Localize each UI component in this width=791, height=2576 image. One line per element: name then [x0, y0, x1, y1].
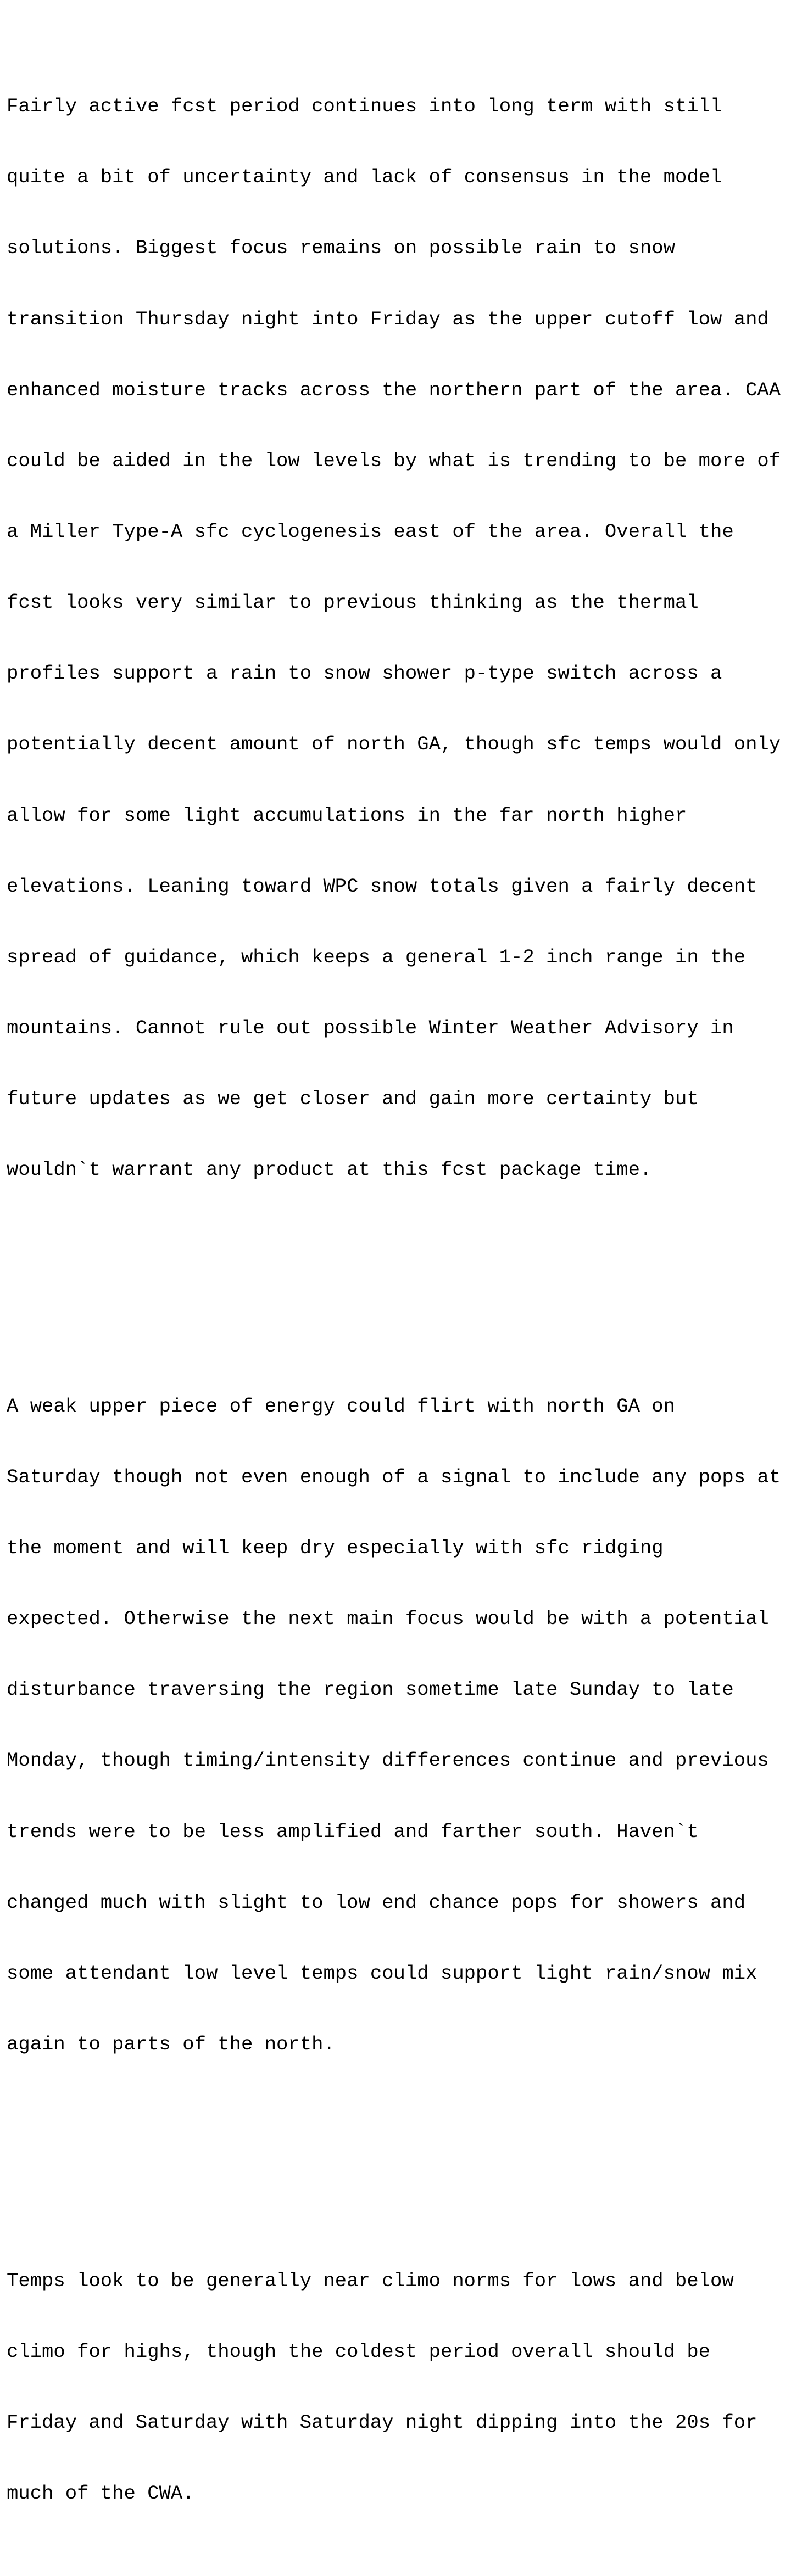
text-line: wouldn`t warrant any product at this fcst package time. — [7, 1158, 652, 1181]
text-line: future updates as we get closer and gain more certainty but — [7, 1088, 699, 1111]
paragraph-spacer — [7, 2151, 789, 2174]
text-line: elevations. Leaning toward WPC snow totals given a fairly decent — [7, 875, 757, 898]
text-line: solutions. Biggest focus remains on possible rain to snow — [7, 237, 675, 260]
paragraph-1 — [7, 47, 789, 1229]
text-line: trends were to be less amplified and farther south. Haven`t — [7, 1820, 699, 1843]
text-line: a Miller Type-A sfc cyclogenesis east of the area. Overall the — [7, 520, 734, 544]
text-line: potentially decent amount of north GA, though sfc temps would only — [7, 733, 781, 756]
text-line: some attendant low level temps could support light rain/snow mix — [7, 1962, 757, 1985]
text-line: A weak upper piece of energy could flirt with north GA on — [7, 1395, 675, 1418]
text-line: expected. Otherwise the next main focus would be with a potential — [7, 1608, 769, 1631]
paragraph-3 — [7, 2221, 789, 2552]
text-line: fcst looks very similar to previous thinking as the thermal — [7, 591, 699, 614]
text-line: spread of guidance, which keeps a general 1-2 inch range in the — [7, 945, 746, 968]
text-line: Fairly active fcst period continues into long term with still — [7, 95, 722, 118]
text-line: allow for some light accumulations in the far north higher — [7, 804, 687, 827]
text-line: profiles support a rain to snow shower p-type switch across a — [7, 662, 722, 685]
text-line: Monday, though timing/intensity differences continue and previous — [7, 1749, 769, 1772]
text-line: quite a bit of uncertainty and lack of consensus in the model — [7, 166, 722, 189]
text-line: again to parts of the north. — [7, 2033, 335, 2056]
text-line: mountains. Cannot rule out possible Winter Weather Advisory in — [7, 1017, 734, 1040]
text-line: Friday and Saturday with Saturday night dipping into the 20s for — [7, 2411, 757, 2434]
paragraph-spacer — [7, 1276, 789, 1300]
forecast-discussion-text — [7, 0, 789, 2576]
text-line: climo for highs, though the coldest period overall should be — [7, 2340, 711, 2363]
text-line: Saturday though not even enough of a signal to include any pops at — [7, 1465, 781, 1488]
text-line: the moment and will keep dry especially with sfc ridging — [7, 1537, 664, 1560]
text-line: transition Thursday night into Friday as the upper cutoff low and — [7, 307, 769, 331]
text-line: Temps look to be generally near climo norms for lows and below — [7, 2269, 734, 2292]
paragraph-2 — [7, 1347, 789, 2104]
text-line: much of the CWA. — [7, 2482, 194, 2505]
text-line: enhanced moisture tracks across the northern part of the area. CAA — [7, 378, 781, 401]
text-line: changed much with slight to low end chance pops for showers and — [7, 1891, 746, 1914]
text-line: disturbance traversing the region sometime late Sunday to late — [7, 1678, 734, 1701]
text-line: could be aided in the low levels by what is trending to be more of — [7, 449, 781, 472]
